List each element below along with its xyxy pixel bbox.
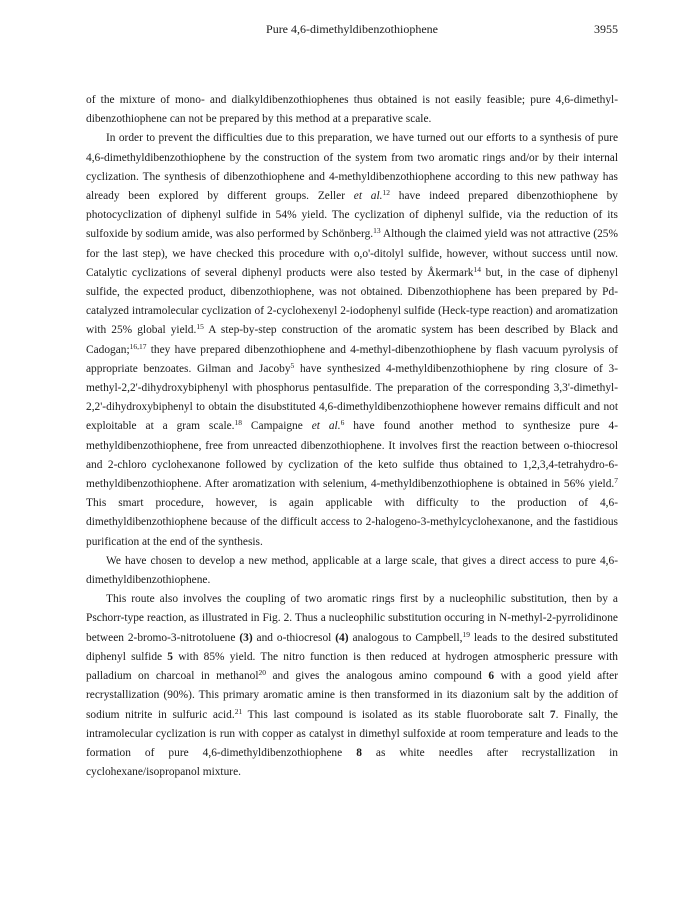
italic-run: et al. [311, 420, 341, 433]
text-run: as white needles after recrystallization in cyclohexane/isopropanol mixture. [86, 746, 618, 779]
reference-mark: 7 [614, 476, 618, 486]
compound-number: 6 [488, 670, 495, 683]
text-run: but, in the case of diphenyl sulfide, the expected product, dibenzothiophene, was not obtained. Dibenzothiophene has been prepared by Pd-catalyzed intramolecular cyclization of 2-cyclohexenyl 2-iodophenyl sulfide (Heck-type reaction) and aromatization with 25% global yield. [86, 266, 618, 337]
reference-mark: 13 [373, 226, 381, 236]
text-run: with a good yield after recrystallization (90%). This primary aromatic amine is then transformed in its diazonium salt by the addition of sodium nitrite in sulfuric acid. [86, 670, 618, 721]
paragraph-1 [86, 91, 618, 129]
text-run: have found another method to synthesize pure 4-methyldibenzothiophene, free from unreacted dibenzothiophene. It involves first the reaction between o-thiocresol and 2-chloro cyclohexanone followed by cyclization of the keto sulfide thus obtained to 1,2,3,4-tetrahydro-6-methyldibenzothiophene. After aromatization with selenium, 4-methyldibenzothiophene is obtained in 56% yield. [86, 420, 618, 491]
text-run: In order to prevent the difficulties due to this preparation, we have turned out our efforts to a synthesis of pure 4,6-dimethyldibenzothiophene by the construction of the system from two aromatic rings and/or by their internal cyclization. The synthesis of dibenzothiophene and 4-methyldibenzothiophene according to this new pathway has already been explored by different groups. Zeller [86, 132, 618, 203]
text-run: leads to the desired substituted diphenyl sulfide [86, 631, 618, 663]
compound-number: (3) [239, 631, 253, 644]
text-run: A step-by-step construction of the aromatic system has been described by Black and Cadogan; [86, 324, 618, 356]
reference-mark: 6 [340, 418, 345, 428]
text-run: with 85% yield. The nitro function is then reduced at hydrogen atmospheric pressure with palladium on charcoal in methanol [86, 650, 618, 683]
article-body [86, 91, 618, 782]
text-run: This last compound is isolated as its stable fluoroborate salt [242, 708, 550, 721]
reference-mark: 14 [473, 264, 481, 274]
text-run: Campaigne [242, 420, 312, 433]
text-run: analogous to Campbell, [348, 631, 463, 644]
paragraph-4 [86, 590, 618, 782]
reference-mark: 15 [196, 322, 204, 332]
text-run: of the mixture of mono- and dialkyldibenzothiophenes thus obtained is not easily feasible; pure 4,6-dimethyl-dibenzothiophene can not be prepared by this method at a preparative scale. [86, 94, 618, 126]
paragraph-3 [86, 552, 618, 590]
reference-mark: 5 [290, 360, 295, 370]
compound-number: (4) [335, 631, 349, 644]
text-run: have indeed prepared dibenzothiophene by photocyclization of diphenyl sulfide in 54% yield. The cyclization of diphenyl sulfide, via the reduction of its sulfoxide by sodium amide, was also performed by Schönberg. [86, 190, 618, 241]
text-run: and gives the analogous amino compound [266, 670, 489, 683]
text-run: they have prepared dibenzothiophene and 4-methyl-dibenzothiophene by flash vacuum pyrolysis of appropriate benzoates. Gilman and Jacoby [86, 343, 618, 375]
paragraph-2 [86, 129, 618, 551]
reference-mark: 21 [234, 706, 243, 716]
text-run: We have chosen to develop a new method, applicable at a large scale, that gives a direct access to pure 4,6-dimethyldibenzothiophene. [86, 554, 618, 587]
running-title: Pure 4,6-dimethyldibenzothiophene [266, 22, 438, 36]
reference-mark: 19 [462, 629, 470, 639]
reference-mark: 18 [234, 418, 243, 428]
compound-number: 5 [167, 650, 173, 663]
text-run: This route also involves the coupling of two aromatic rings first by a nucleophilic substitution, then by a Pschorr-type reaction, as illustrated in Fig. 2. Thus a nucleophilic substitution occuring in N-methyl-2-pyrrolidinone between 2-bromo-3-nitrotoluene [86, 593, 618, 644]
page-number: 3955 [594, 22, 618, 36]
text-run: . Finally, the intramolecular cyclization is run with copper as catalyst in dimethyl sulfoxide at room temperature and leads to the formation of pure 4,6-dimethyldibenzothiophene [86, 708, 618, 759]
italic-run: et al. [353, 190, 383, 203]
compound-number: 7 [549, 708, 556, 721]
text-run: and o-thiocresol [252, 631, 336, 644]
text-run: have synthesized 4-methyldibenzothiophene by ring closure of 3-methyl-2,2'-dihydroxybiphenyl with phosphorus pentasulfide. The preparation of the corresponding 3,3'-dimethyl-2,2'-dihydroxybiphenyl to obtain the disubstituted 4,6-dimethyldibenzothiophene however remains difficult and not exploitable at a gram scale. [86, 362, 618, 433]
reference-mark: 16,17 [129, 341, 147, 351]
reference-mark: 12 [382, 188, 391, 198]
compound-number: 8 [356, 746, 362, 759]
page-header [86, 22, 618, 42]
reference-mark: 20 [258, 668, 267, 678]
text-run: This smart procedure, however, is again applicable with difficulty to the production of 4,6-dimethyldibenzothiophene because of the difficult access to 2-halogeno-3-methylcyclohexanone, and the fastidious purification at the end of the synthesis. [86, 497, 618, 548]
text-run: Although the claimed yield was not attractive (25% for the last step), we have checked this procedure with o,o'-ditolyl sulfide, however, without success until now. Catalytic cyclizations of several diphenyl products were also tested by Åkermark [86, 228, 618, 279]
